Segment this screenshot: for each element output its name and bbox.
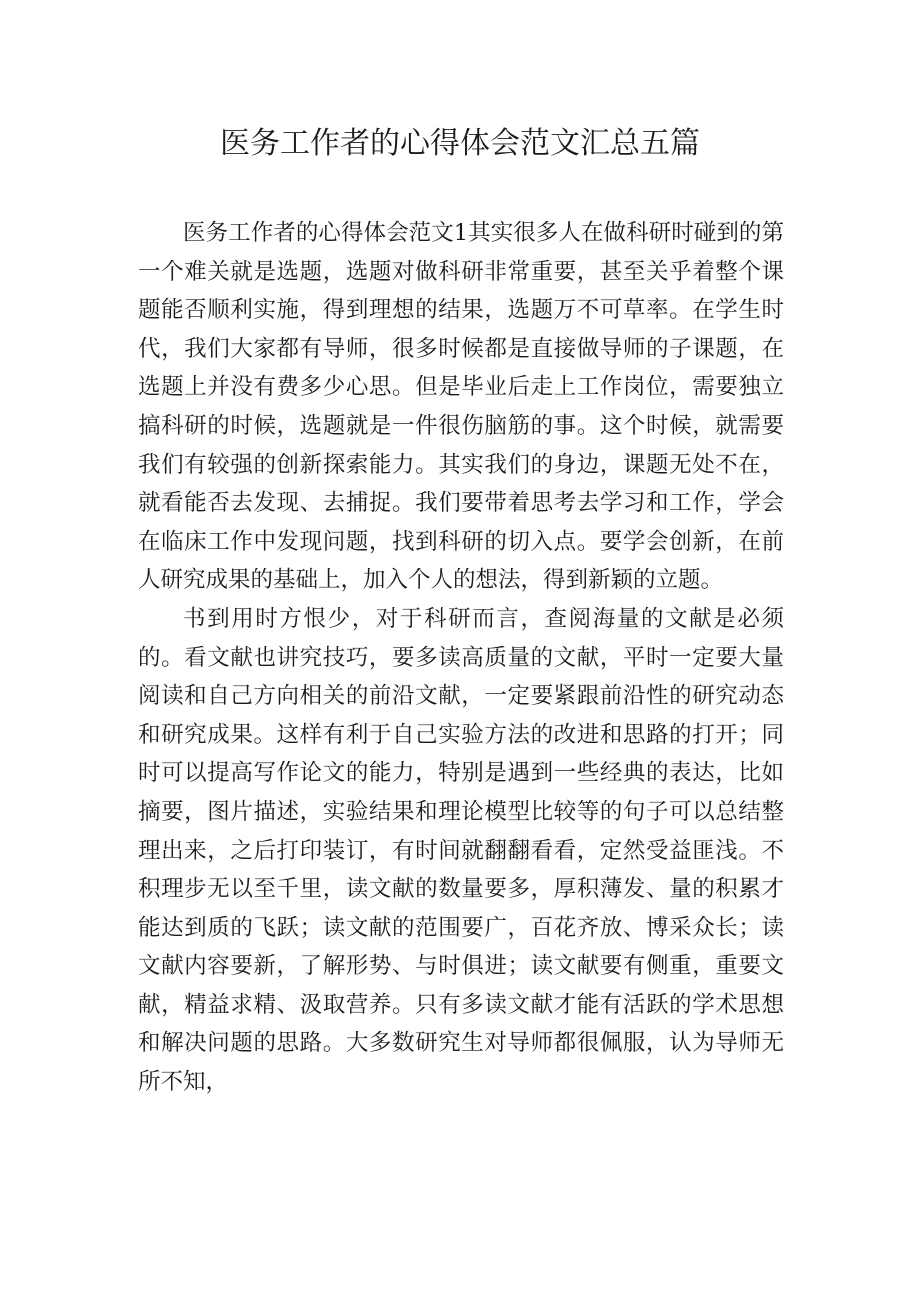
paragraph-1: 医务工作者的心得体会范文1其实很多人在做科研时碰到的第一个难关就是选题，选题对做科研非常重要，甚至关乎着整个课题能否顺利实施，得到理想的结果，选题万不可草率。在学生时代，我们大家都有导师，很多时候都是直接做导师的子课题，在选题上并没有费多少心思。但是毕业后走上工作岗位，需要独立搞科研的时候，选题就是一件很伤脑筋的事。这个时候，就需要我们有较强的创新探索能力。其实我们的身边，课题无处不在，就看能否去发现、去捕捉。我们要带着思考去学习和工作，学会在临床工作中发现问题，找到科研的切入点。要学会创新，在前人研究成果的基础上，加入个人的想法，得到新颖的立题。 [138, 220, 784, 594]
paragraph-2: 书到用时方恨少，对于科研而言，查阅海量的文献是必须的。看文献也讲究技巧，要多读高质量的文献，平时一定要大量阅读和自己方向相关的前沿文献，一定要紧跟前沿性的研究动态和研究成果。这样有利于自己实验方法的改进和思路的打开；同时可以提高写作论文的能力，特别是遇到一些经典的表达，比如摘要，图片描述，实验结果和理论模型比较等的句子可以总结整理出来，之后打印装订，有时间就翻翻看看，定然受益匪浅。不积理步无以至千里，读文献的数量要多，厚积薄发、量的积累才能达到质的飞跃；读文献的范围要广，百花齐放、博采众长；读文献内容要新，了解形势、与时俱进；读文献要有侧重，重要文献，精益求精、汲取营养。只有多读文献才能有活跃的学术思想和解决问题的思路。大多数研究生对导师都很佩服，认为导师无所不知， [138, 605, 784, 1096]
document-title: 医务工作者的心得体会范文汇总五篇 [220, 126, 700, 161]
document-body [138, 214, 784, 1102]
